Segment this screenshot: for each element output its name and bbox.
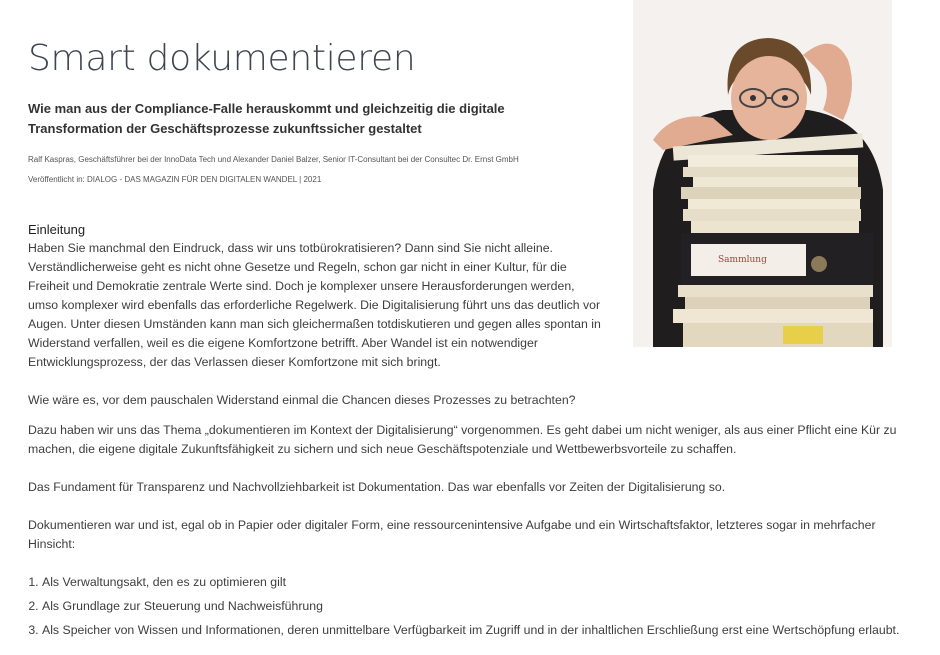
- section-heading: Einleitung: [28, 222, 86, 237]
- paragraph-foundation: Das Fundament für Transparenz und Nachvollziehbarkeit ist Dokumentation. Das war ebenfalls vor Zeiten der Digitalisierung so.: [28, 480, 726, 494]
- article-title: Smart dokumentieren: [28, 38, 416, 79]
- list-item: 1. Als Verwaltungsakt, den es zu optimieren gilt: [42, 573, 908, 592]
- binder-label: Sammlung: [718, 255, 767, 265]
- article-subtitle: Wie man aus der Compliance-Falle herauskommt und gleichzeitig die digitale Transformation der Geschäftsprozesse zukunftssicher gestaltet: [28, 101, 505, 136]
- article-body: [28, 421, 908, 645]
- paragraph-topic: Dazu haben wir uns das Thema „dokumentieren im Kontext der Digitalisierung“ vorgenommen. Es geht dabei um nicht weniger, als aus einer Pflicht eine Kür zu machen, die eigene digitale Zukunftsfähigkeit zu sichern und sich neue Geschäftspotenziale und Wettbewerbsvorteile zu schaffen.: [28, 423, 897, 456]
- paragraph-question: Wie wäre es, vor dem pauschalen Widerstand einmal die Chancen dieses Prozesses zu betrachten?: [28, 393, 576, 407]
- economic-factor-list: [28, 573, 908, 640]
- stressed-man-paper-stack-illustration: [633, 0, 892, 347]
- paragraph-intro: Haben Sie manchmal den Eindruck, dass wir uns totbürokratisieren? Dann sind Sie nicht alleine. Verständlicherweise geht es nicht ohne Gesetze und Regeln, schon gar nicht in einer Kultur, für die Freiheit und Demokratie zentrale Werte sind. Doch je komplexer unsere Herausforderungen werden, umso komplexer wird ebenfalls das erforderliche Regelwerk. Die Digitalisierung führt uns das deutlich vor Augen. Unter diesen Umständen kann man sich gleichermaßen totdiskutieren und gegen alles spontan in Widerstand verfallen, weil es die eigene Komfortzone betrifft. Aber Wandel ist ein notwendiger Entwicklungsprozess, der das Verlassen dieser Komfortzone mit sich bringt.: [28, 241, 601, 369]
- article-photo: [633, 0, 892, 347]
- paragraph-documenting: Dokumentieren war und ist, egal ob in Papier oder digitaler Form, eine ressourcenintensive Aufgabe und ein Wirtschaftsfaktor, letzteres sogar in mehrfacher Hinsicht:: [28, 518, 876, 551]
- intro-section: [28, 220, 603, 410]
- article-publication-info: Veröffentlicht in: DIALOG - DAS MAGAZIN FÜR DEN DIGITALEN WANDEL | 2021: [28, 175, 322, 184]
- list-item: 2. Als Grundlage zur Steuerung und Nachweisführung: [42, 597, 908, 616]
- list-item: 3. Als Speicher von Wissen und Informationen, deren unmittelbare Verfügbarkeit im Zugriff und in der inhaltlichen Erschließung erst eine Wertschöpfung erlaubt.: [42, 621, 908, 640]
- article-authors: Ralf Kaspras, Geschäftsführer bei der InnoData Tech und Alexander Daniel Balzer, Senior IT-Consultant bei der Consultec Dr. Ernst GmbH: [28, 155, 519, 164]
